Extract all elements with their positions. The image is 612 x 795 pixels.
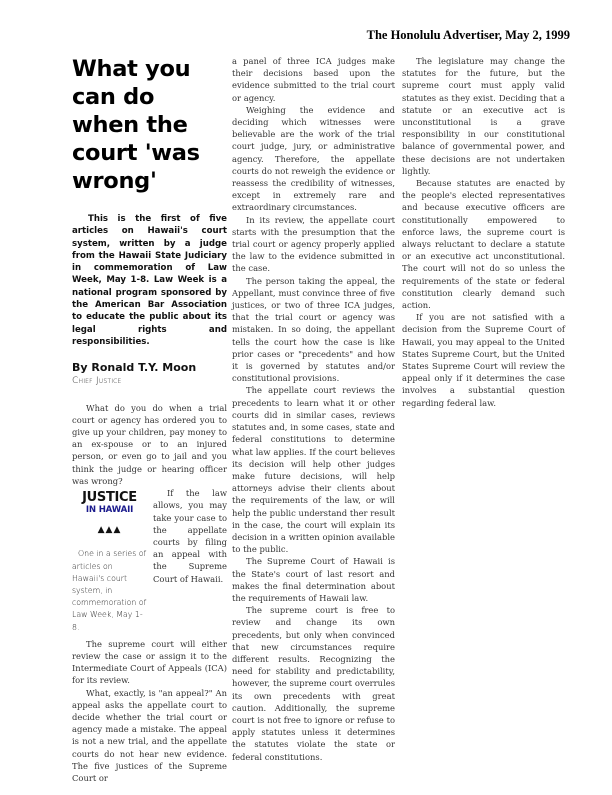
sidebar-wrap — [72, 487, 227, 632]
paragraph: What, exactly, is "an appeal?" An appeal asks the appellate court to decide whether the trial court or agency made a mistake. The appeal is not a new trial, and the appellate courts do not hear new evidence. The five justices of the Supreme Court or — [72, 687, 227, 783]
paragraph: a panel of three ICA judges make their decisions based upon the evidence submitted to the trial court or agency. — [232, 56, 395, 103]
column-middle — [232, 55, 395, 763]
paragraph: If the law allows, you may take your case to the appellate courts by filing an appeal with the Supreme Court of Hawaii. — [153, 488, 227, 584]
paragraph: Because statutes are enacted by the people's elected representatives and because executive officers are constitutionally empowered to enforce laws, the supreme court is always reluctant to declare a statute or an executive act unconstitutional. The court will not do so unless the requirements of the state or federal constitution clearly demand such action. — [402, 178, 565, 311]
paragraph: What do you do when a trial court or agency has ordered you to give up your children, pay money to an ex-spouse or to an injured person, or even go to jail and you think the judge or hearing officer was wrong? — [72, 402, 227, 486]
logo-justice-text: JUSTICE — [82, 490, 137, 506]
paragraph: The supreme court will either review the case or assign it to the Intermediate Court of Appeals (ICA) for its review. — [72, 638, 227, 686]
paragraph: The Supreme Court of Hawaii is the State's court of last resort and makes the final determination about the requirements of Hawaii law. — [232, 556, 395, 603]
article-intro: This is the first of five articles on Hawaii's court system, written by a judge from the Hawaii State Judiciary in commemoration of Law Week, May 1-8. Law Week is a national program sponsored by the American Bar Association to educate the public about its legal rights and responsibilities. — [72, 214, 227, 347]
paragraph: Weighing the evidence and deciding which witnesses were believable are the work of the trial court judge, jury, or administrative agency. Therefore, the appellate courts do not reweigh the evidence or reassess the credibility of witnesses, except in extremely rare and extraordinary circumstances. — [232, 104, 395, 213]
logo-hawaii-text: IN HAWAII — [85, 505, 134, 516]
article-headline: What you can do when the court 'was wrong' — [72, 56, 200, 194]
byline: By Ronald T.Y. Moon — [72, 361, 197, 375]
paragraph: The legislature may change the statutes for the future, but the supreme court must apply valid statutes as they exist. Deciding that a statute or an executive act is unconstitutional is a grave responsibility in our constitutional balance of governmental power, and these decisions are not undertaken lightly. — [402, 56, 565, 176]
paragraph: In its review, the appellate court starts with the presumption that the trial court or agency properly applied the law to the evidence submitted in the case. — [232, 214, 395, 274]
byline-title: Chief Justice — [72, 376, 122, 387]
column-right — [402, 55, 565, 409]
paragraph: The appellate court reviews the precedents to learn what it or other courts did in similar cases, reviews statutes and, in some cases, state and federal constitutions to determine what law applies. If the court believes its decision will help other judges make future decisions, will help attorneys advise their clients about the requirements of the law, or will help the public understand ther result in the case, the court will explain its decision in a written opinion available to the public. — [232, 385, 395, 555]
paragraph: If you are not satisfied with a decision from the Supreme Court of Hawaii, you may appeal to the United States Supreme Court, but the United States Supreme Court will review the appeal only if it determines the case involves a substantial question regarding federal law. — [402, 312, 565, 408]
paragraph: The supreme court is free to review and change its own precedents, but only when convinced that new circumstances require different results. Recognizing the need for stability and predictability, however, the supreme court overrules its own precedents with great caution. Additionally, the supreme court is not free to ignore or refuse to apply statutes unless it determines the statutes violate the state or federal constitutions. — [232, 605, 395, 762]
sidebar-caption: One in a series of articles on Hawaii's court system, in commemoration of Law Week, May 1-8. — [72, 549, 147, 632]
justice-in-hawaii-sidebar — [72, 491, 147, 634]
column-left — [72, 55, 227, 784]
paragraph: The person taking the appeal, the Appellant, must convince three of five justices, or two of three ICA judges, that the trial court or agency was mistaken. In so doing, the appellant tells the court how the case is like prior cases or "precedents" and how it is governed by statutes and/or constitutional provisions. — [232, 275, 395, 384]
triangle-mark-icon: ▲▲▲ — [97, 525, 122, 536]
publication-masthead: The Honolulu Advertiser, May 2, 1999 — [366, 28, 570, 42]
